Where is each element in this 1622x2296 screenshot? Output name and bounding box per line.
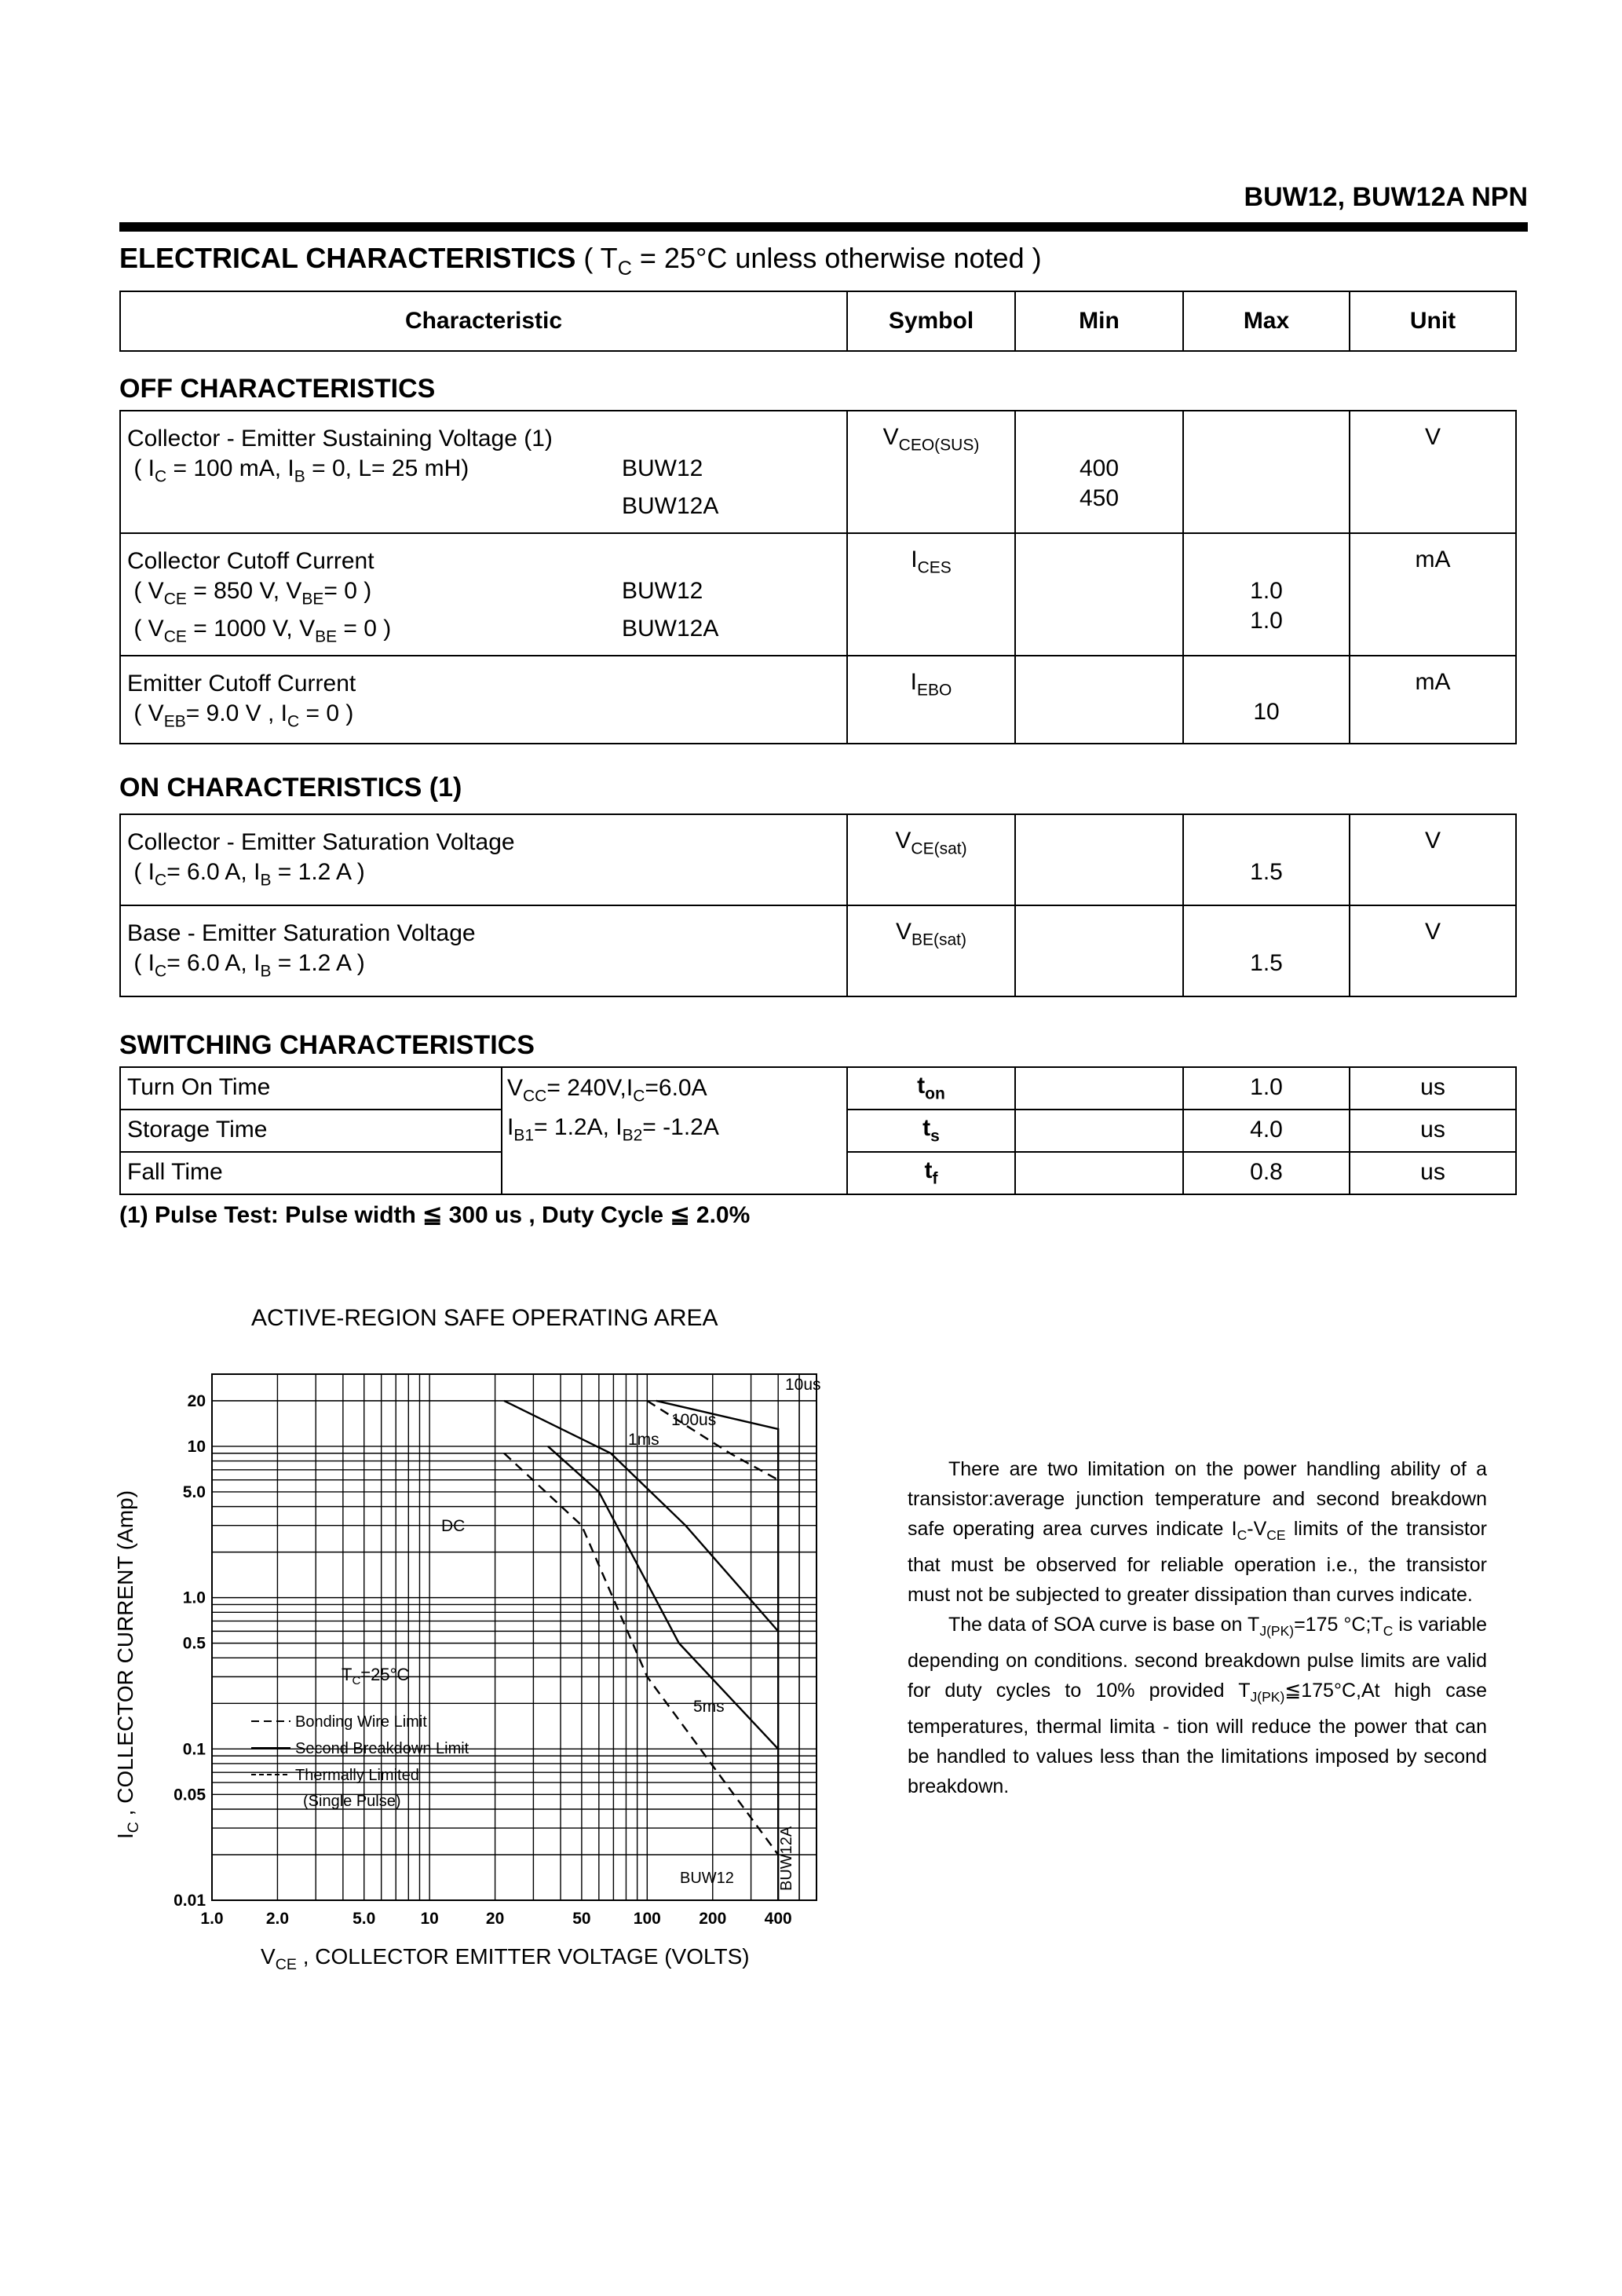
x-tick-label: 200 — [699, 1910, 727, 1928]
storage-time-symbol: $t_s$ — [847, 1110, 1015, 1152]
vce-sat-characteristic: Collector - Emitter Saturation Voltage ( $I_C= 6.0$ A, $I_B = 1.2$ A ) — [120, 814, 847, 905]
fall-time-unit: us — [1350, 1152, 1516, 1194]
y-tick-label: 0.5 — [182, 1634, 206, 1653]
col-max: Max — [1183, 291, 1350, 351]
turn-on-time-symbol: $t_{on}$ — [847, 1067, 1015, 1110]
iebo-unit: mA — [1350, 656, 1516, 744]
turn-on-time-label: Turn On Time — [120, 1067, 502, 1110]
chart-title: ACTIVE-REGION SAFE OPERATING AREA — [251, 1305, 718, 1331]
storage-time-max: 4.0 — [1183, 1110, 1350, 1152]
turn-on-time-min — [1015, 1067, 1183, 1110]
x-tick-label: 1.0 — [200, 1910, 224, 1928]
iebo-symbol: $I_{EBO}$ — [847, 656, 1015, 744]
x-tick-label: 10 — [420, 1910, 439, 1928]
fall-time-label: Fall Time — [120, 1152, 502, 1194]
legend-thermally-limited: Thermally Limited — [295, 1767, 419, 1784]
y-tick-label: 10 — [187, 1437, 206, 1456]
legend-bonding-wire: Bonding Wire Limit — [295, 1713, 427, 1731]
x-tick-label: 20 — [485, 1910, 505, 1928]
buw12a-label: BUW12A — [778, 1826, 795, 1891]
y-tick-label: 0.1 — [182, 1740, 206, 1759]
table-row — [120, 814, 1516, 905]
pulse-test-footnote: (1) Pulse Test: Pulse width ≦ 300 us , Duty Cycle ≦ 2.0% — [119, 1202, 751, 1228]
vce-sat-symbol: $V_{CE(sat)}$ — [847, 814, 1015, 905]
vbe-sat-min — [1015, 905, 1183, 996]
switching-characteristics-heading: SWITCHING CHARACTERISTICS — [119, 1030, 535, 1060]
vceo-symbol: $V_{CEO(SUS)}$ — [847, 411, 1015, 533]
storage-time-min — [1015, 1110, 1183, 1152]
switching-conditions: $V_{CC}= 240V,I_C=6.0A$ $I_{B1}= 1.2A$, $I_{B2}= -1.2A$ — [502, 1067, 847, 1194]
header-rule — [119, 222, 1528, 232]
turn-on-time-max: 1.0 — [1183, 1067, 1350, 1110]
series-10us-line — [656, 1401, 778, 1900]
x-tick-label: 5.0 — [353, 1910, 376, 1928]
table-row — [120, 411, 1516, 533]
soa-chart — [157, 1351, 832, 1932]
turn-on-time-unit: us — [1350, 1067, 1516, 1110]
buw12-label: BUW12 — [680, 1870, 734, 1887]
soa-paragraph-1: There are two limitation on the power handling ability of a transistor:average junction temperature and second breakdown safe operating area curves indicate $I_C-V_{CE}$ limits of the transistor that must be observed for reliable operation i.e., the transistor must not be subjected to greater dissipation than curves indicate. — [908, 1458, 1487, 1607]
vce-sat-min — [1015, 814, 1183, 905]
series-DC-label: DC — [441, 1517, 466, 1535]
fall-time-symbol: $t_f$ — [847, 1152, 1015, 1194]
vce-sat-max: 1.5 — [1183, 814, 1350, 905]
soa-description — [908, 1454, 1487, 1801]
col-symbol: Symbol — [847, 291, 1015, 351]
on-characteristics-heading: ON CHARACTERISTICS (1) — [119, 773, 462, 803]
chart-y-axis-label: $I_C$ , COLLECTOR CURRENT (Amp) — [113, 1490, 142, 1840]
col-min: Min — [1015, 291, 1183, 351]
x-tick-label: 50 — [572, 1910, 591, 1928]
soa-paragraph-2: The data of SOA curve is base on $T_{J(PK)}=175$ $^\circ C;T_C$ is variable depending on conditions. second breakdown pulse limits are valid for duty cycles to 10% provided $T_{J(PK)}≦175^\circ C,At$ high case temperatures, thermal limita - tion will reduce the power that can be handled to values less than the limitations imposed by second breakdown. — [908, 1614, 1488, 1798]
switching-characteristics-table — [119, 1066, 1517, 1195]
series-100us-label: 100us — [671, 1411, 717, 1429]
series-1ms-label: 1ms — [628, 1431, 659, 1449]
x-tick-label: 2.0 — [265, 1910, 290, 1928]
ices-min — [1015, 533, 1183, 656]
iebo-characteristic: Emitter Cutoff Current ( $V_{EB}= 9.0$ V , $I_C = 0$ ) — [120, 656, 847, 744]
series-10us-label: 10us — [785, 1376, 821, 1394]
vbe-sat-characteristic: Base - Emitter Saturation Voltage ( $I_C= 6.0$ A, $I_B = 1.2$ A ) — [120, 905, 847, 996]
storage-time-label: Storage Time — [120, 1110, 502, 1152]
y-tick-label: 5.0 — [182, 1483, 206, 1501]
legend-single-pulse: (Single Pulse) — [303, 1793, 401, 1810]
vbe-sat-symbol: $V_{BE(sat)}$ — [847, 905, 1015, 996]
vceo-min: 400 450 — [1015, 411, 1183, 533]
electrical-characteristics-title: ELECTRICAL CHARACTERISTICS ( $T_C = 25^\circ C$ unless otherwise noted ) — [119, 242, 1042, 280]
ices-symbol: $I_{CES}$ — [847, 533, 1015, 656]
x-tick-label: 400 — [764, 1910, 792, 1928]
fall-time-max: 0.8 — [1183, 1152, 1350, 1194]
table-row — [120, 905, 1516, 996]
ices-max: 1.0 1.0 — [1183, 533, 1350, 656]
series-5ms-label: 5ms — [693, 1698, 725, 1716]
fall-time-min — [1015, 1152, 1183, 1194]
vceo-characteristic: Collector - Emitter Sustaining Voltage (1) ( $I_C = 100$ mA, $I_B = 0$, L= 25 mH) BUW12 BUW12A — [120, 411, 847, 533]
vce-sat-unit: V — [1350, 814, 1516, 905]
col-characteristic: Characteristic — [120, 291, 847, 351]
table-row — [120, 656, 1516, 744]
vbe-sat-max: 1.5 — [1183, 905, 1350, 996]
on-characteristics-table — [119, 813, 1517, 997]
legend-second-breakdown: Second Breakdown Limit — [295, 1740, 469, 1757]
iebo-min — [1015, 656, 1183, 744]
storage-time-unit: us — [1350, 1110, 1516, 1152]
iebo-max: 10 — [1183, 656, 1350, 744]
ices-characteristic: Collector Cutoff Current ( $V_{CE} = 850$ V, $V_{BE}= 0$ ) BUW12 ( $V_{CE} = 1000$ V, $V_{BE} = 0$ ) BUW12A — [120, 533, 847, 656]
ices-unit: mA — [1350, 533, 1516, 656]
y-tick-label: 20 — [187, 1391, 206, 1410]
table-row — [120, 533, 1516, 656]
vbe-sat-unit: V — [1350, 905, 1516, 996]
part-number-header: BUW12, BUW12A NPN — [1244, 182, 1528, 212]
tc-annotation: $T_C=25^\circ C$ — [342, 1665, 410, 1687]
off-characteristics-table — [119, 410, 1517, 744]
chart-x-axis-label: $V_{CE}$ , COLLECTOR EMITTER VOLTAGE (VOLTS) — [261, 1944, 750, 1973]
vceo-unit: V — [1350, 411, 1516, 533]
vceo-max — [1183, 411, 1350, 533]
y-tick-label: 0.01 — [174, 1892, 206, 1910]
chart-legend — [251, 1713, 469, 1810]
table-row — [120, 1067, 1516, 1110]
x-tick-label: 100 — [633, 1910, 661, 1928]
off-characteristics-heading: OFF CHARACTERISTICS — [119, 374, 436, 404]
y-tick-label: 1.0 — [182, 1589, 206, 1607]
y-tick-label: 0.05 — [174, 1786, 206, 1804]
col-unit: Unit — [1350, 291, 1516, 351]
column-header-table — [119, 291, 1517, 352]
